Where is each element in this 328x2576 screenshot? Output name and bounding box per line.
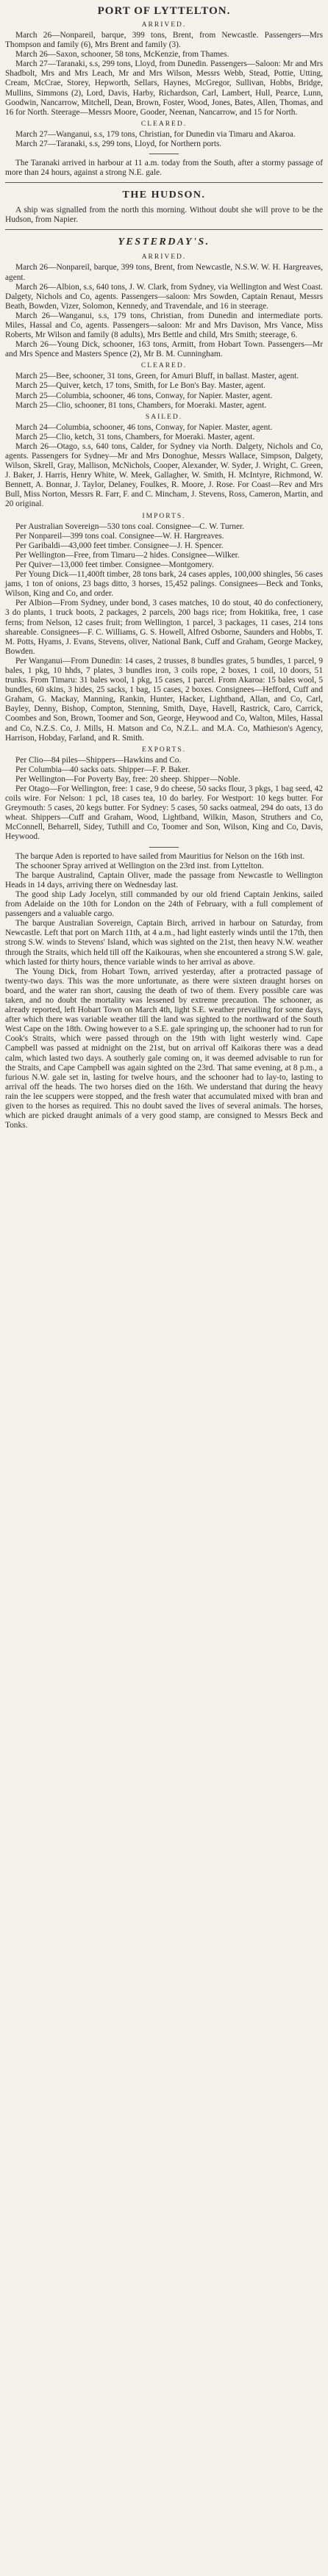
cleared-heading: CLEARED. — [140, 120, 188, 128]
sailed-entry: March 24—Columbia, schooner, 46 tons, Conway, for Napier. Master, agent. — [15, 422, 273, 432]
arrival-entry: March 26—Albion, s.s, 640 tons, J. W. Clark, from Sydney, via Wellington and West Coast. Dalgety, Nichols and Co, agents. Passengers—saloon: Mrs Sowden, Captain Renaut, Messrs Beath, Bowden, Vizer, Solomon, Kennedy, and Travendale, and 16 in steerage. — [5, 282, 323, 311]
export-entry: Per Columbia—40 sacks oats. Shipper—F. P. Baker. — [15, 765, 190, 774]
import-entry: Per Nonpareil—399 tons coal. Consignee—W. H. Hargreaves. — [15, 531, 224, 541]
divider — [5, 229, 323, 230]
import-entry: Per Albion—From Sydney, under bond, 3 cases matches, 10 do stout, 40 do confectionery, 3 do plants, 1 truck boots, 2 packages, 2 parcels, 200 bags rice; from Hokitika, free, 1 case ferns; from Nelson, 12 cases fruit; from Wellington, 1 parcel, 3 packages, 11 cases, 214 tons shareable. Consignees—F. C. Williams, G. S. Howell, Alfred Osborne, Saunders and Hobbs, T. M. Potts, Hyams, J. Evans, Stevens, oliver, National Bank, Cuff and Graham, George Mackey, Bowden. — [5, 599, 323, 656]
port-notice: The Taranaki arrived in harbour at 11 a.m. today from the South, after a stormy passage of more than 24 hours, against a strong N.E. gale. — [5, 159, 323, 178]
divider — [5, 182, 323, 183]
export-entry: Per Wellington—For Poverty Bay, free: 20 sheep. Shipper—Noble. — [15, 774, 240, 784]
shipping-news-item: The schooner Spray arrived at Wellington on the 23rd inst. from Lyttelton. — [15, 861, 264, 870]
port-arrival-entry: March 26—Nonpareil, barque, 399 tons, Brent, from Newcastle. Passengers—Mrs Thompson and family (6), Mrs Brent and family (3). — [5, 31, 323, 50]
exports-heading: EXPORTS. — [141, 746, 187, 754]
arrived-heading: ARRIVED. — [141, 253, 187, 261]
port-cleared-entry: March 27—Taranaki, s.s, 299 tons, Lloyd, for Northern ports. — [15, 139, 222, 148]
page-title: PORT OF LYTTELTON. — [97, 5, 231, 17]
port-arrival-entry: March 26—Saxon, schooner, 58 tons, McKenzie, from Thames. — [15, 50, 229, 59]
shipping-news-item: The barque Australian Sovereign, Captain Birch, arrived in harbour on Saturday, from Newcastle. Left that port on March 11th, at 4 a.m., had light easterly winds until the 17th, then strong S.W. winds to Stevens' Island, which was sighted on the 21st, then heavy N.W. weather through the Straits, which held till off the Kaikouras, when she encountered a strong S.W. gale, which lasted for thirty hours, thence variable winds to her arrival as above. — [5, 919, 323, 967]
cleared-heading: CLEARED. — [140, 362, 188, 370]
yesterday-title: YESTERDAY'S. — [118, 237, 210, 248]
export-entry: Per Otago—For Wellington, free: 1 case, 9 do cheese, 50 sacks flour, 3 pkgs, 1 bag seed, 42 coils wire. For Nelson: 1 pcl, 18 cases tea, 10 do barley. For Westport: 10 kegs butter. For Greymouth: 5 cases, 20 kegs butter. For Sydney: 5 cases, 50 sacks oatmeal, 294 do oats, 13 do wheat. Shippers—Cuff and Graham, Wood, Lightband, Wilkin, Mason, Struthers and Co, McConnell, Beharrell, Sidey, Tuthill and Co, Toomer and Son, Wilson, King and Co, Davis, Heywood. — [5, 784, 323, 842]
sailed-entry: March 25—Clio, ketch, 31 tons, Chambers, for Moeraki. Master, agent. — [15, 432, 255, 441]
import-entry: Per Wanganui—From Dunedin: 14 cases, 2 trusses, 8 bundles grates, 5 bundles, 1 parcel, 9 bales, 1 pkg, 10 hhds, 7 plates, 3 bundles iron, 3 coils rope, 2 boxes, 1 coil, 10 doors, 51 trunks. From Timaru: 31 bales wool, 1 pkg, 15 cases, 1 parcel. From Akaroa: 15 bales wool, 5 bundles, 60 skins, 3 hides, 25 sacks, 1 bag, 15 cases, 2 boxes. Consignees—Hefford, Cuff and Graham, G. Mackay, Manning, Rankin, Hunter, Hacker, Lightband, Allan, and Co, Carl, Bayley, Denny, Bishop, Compton, Stenning, Smith, Daye, Havell, Rastrick, Caro, Carrick, Coombes and Son, Brown, Toomer and Son, George, Heywood and Co, Walton, Miles, Hassal and Co, N.Z.S. Co, J. Mills, H. Matson and Co, N.Z.L. and M.A. Co, Mathieson's Agency, Harrison, Hobday, Farland, and R. Smith. — [5, 656, 323, 743]
port-arrival-entry: March 27—Taranaki, s.s, 299 tons, Lloyd, from Dunedin. Passengers—Saloon: Mr and Mrs Shadbolt, Mrs and Mrs Leach, Mr and Mrs Wilson, Messrs Webb, Stead, Pottie, Utting, Cream, McCrae, Storey, Hepworth, Sellars, Haynes, McGregor, Sullivan, Hobbs, Bridge, Mullins, Simmons (2), Lord, Davis, Harby, Richardson, Carl, Lambert, Hull, Pearce, Lunn, Goodwin, Nancarrow, Mitchell, Dean, Brown, Foster, Wood, Jones, Bates, Allen, Thomas, and 16 for North. Steerage—Messrs Moore, Gooder, Neenan, Nancarrow, and 15 for North. — [5, 59, 323, 117]
divider — [149, 847, 179, 848]
import-entry: Per Young Dick—11,400ft timber, 28 tons bark, 24 cases apples, 100,000 shingles, 56 cases jams, 1 ton of onions, 23 bags ditto, 3 horses, 15,452 palings. Consignees—Beck and Tonks, Wilson, King and Co, and order. — [5, 570, 323, 599]
imports-heading: IMPORTS. — [142, 512, 186, 520]
shipping-news-item: The good ship Lady Jocelyn, still commanded by our old friend Captain Jenkins, sailed from Adelaide on the 10th for London on the 24th of February, with a full complement of passengers and a valuable cargo. — [5, 890, 323, 919]
arrival-entry: March 26—Nonpareil, barque, 399 tons, Brent, from Newcastle, N.S.W. W. H. Hargreaves, agent. — [5, 263, 323, 282]
arrival-entry: March 26—Wanganui, s.s, 179 tons, Christian, from Dunedin and intermediate ports. Miles, Hassal and Co, agents. Passengers—saloon: Mr and Mrs Davison, Mrs Vance, Miss Roberts, Mr Wilson and family (8 adults), Mrs Bettle and child, Mrs Smith; steerage, 6. — [5, 311, 323, 340]
shipping-news-item: The barque Aden is reported to have sailed from Mauritius for Nelson on the 16th inst. — [15, 851, 305, 861]
arrival-entry: March 26—Young Dick, schooner, 163 tons, Armitt, from Hobart Town. Passengers—Mr and Mrs Spence and Masters Spence (2), Mr B. M. Cunningham. — [5, 340, 323, 359]
arrived-heading: ARRIVED. — [141, 21, 187, 29]
shipping-news-item: The barque Australind, Captain Oliver, made the passage from Newcastle to Wellington Heads in 14 days, arriving there on Wednesday last. — [5, 870, 323, 890]
cleared-entry: March 25—Quiver, ketch, 17 tons, Smith, for Le Bon's Bay. Master, agent. — [15, 381, 266, 391]
import-entry: Per Garibaldi—43,000 feet timber. Consignee—J. H. Spencer. — [15, 541, 224, 550]
hudson-body: A ship was signalled from the north this morning. Without doubt she will prove to be the Hudson, from Napier. — [5, 206, 323, 225]
cleared-entry: March 25—Clio, schooner, 81 tons, Chambers, for Moeraki. Master, agent. — [15, 400, 267, 410]
hudson-title: THE HUDSON. — [122, 190, 206, 201]
export-entry: Per Clio—84 piles—Shippers—Hawkins and Co. — [15, 755, 182, 765]
import-entry: Per Quiver—13,000 feet timber. Consignee—Montgomery. — [15, 560, 214, 569]
import-entry: Per Australian Sovereign—530 tons coal. Consignee—C. W. Turner. — [15, 522, 244, 531]
cleared-entry: March 25—Bee, schooner, 31 tons, Green, for Amuri Bluff, in ballast. Master, agent. — [15, 372, 299, 381]
cleared-entry: March 25—Columbia, schooner, 46 tons, Conway, for Napier. Master, agent. — [15, 391, 273, 400]
port-cleared-entry: March 27—Wanganui, s.s, 179 tons, Christian, for Dunedin via Timaru and Akaroa. — [15, 129, 296, 139]
sailed-heading: SAILED. — [145, 413, 183, 421]
shipping-news-item: The Young Dick, from Hobart Town, arrived yesterday, after a protracted passage of twenty-two days. This was the more unfortunate, as there were sixteen draught horses on board, and the water ran short, causing the death of two of them. Every possible care was taken, and no doubt the mortality was lessened by extreme precaution. The schooner, as already reported, left Hobart Town on March 4th, light S.E. weather prevailing for some days, after which there was variable weather till the land was sighted to the northward of the South West Cape on the 18th. Owing however to a S.E. gale springing up, the schooner had to run for Cook's Straits, which were passed through on the 19th with light westerly wind. Cape Campbell was passed at midnight on the 21st, but on arrival off Kaikoras there was a dead calm, which lasted two days. A southerly gale coming on, it was deemed advisable to run for the Straits, and Cape Campbell was again sighted on the 23rd. That same evening, at 8 p.m., a furious N.W. gale set in, lasting for twelve hours, and the schooner had to lay-to, lasting to arrival off the heads. The two horses died on the 16th. We understand that during the heavy rain the lee scuppers were stopped, and the fresh water that accumulated mixed with bran and given to the horses as required. This no doubt saved the lives of several animals. The horses, which are picked draught animals of a very good stamp, are consigned to Messrs Beck and Tonks. — [5, 967, 323, 1130]
import-entry: Per Wellington—Free, from Timaru—2 hides. Consignee—Wilker. — [15, 550, 240, 560]
sailed-entry: March 26—Otago, s.s, 640 tons, Calder, for Sydney via North. Dalgety, Nichols and Co, agents. Passengers for Sydney—Mr and Mrs Donoghue, Messrs Wallace, Simpson, Dalgety, Wilson, Skrell, Gray, Mallison, McNichols, Cooper, Alexander, W. Syder, J. Wright, C. Green, J. Baker, J. Harris, Henry White, W. Meek, Gallagher, W. Smith, H. McIntyre, Richmond, W. Bennett, A. Bonnar, J. Taylor, Delaney, Foulkes, R. Moore, J. Rose. For Coast—Rev and Mrs Bull, Miss Norton, Messrs R. Farr, F. and C. Mincham, J. Stevens, Ross, Cameron, Martin, and 20 original. — [5, 441, 323, 509]
